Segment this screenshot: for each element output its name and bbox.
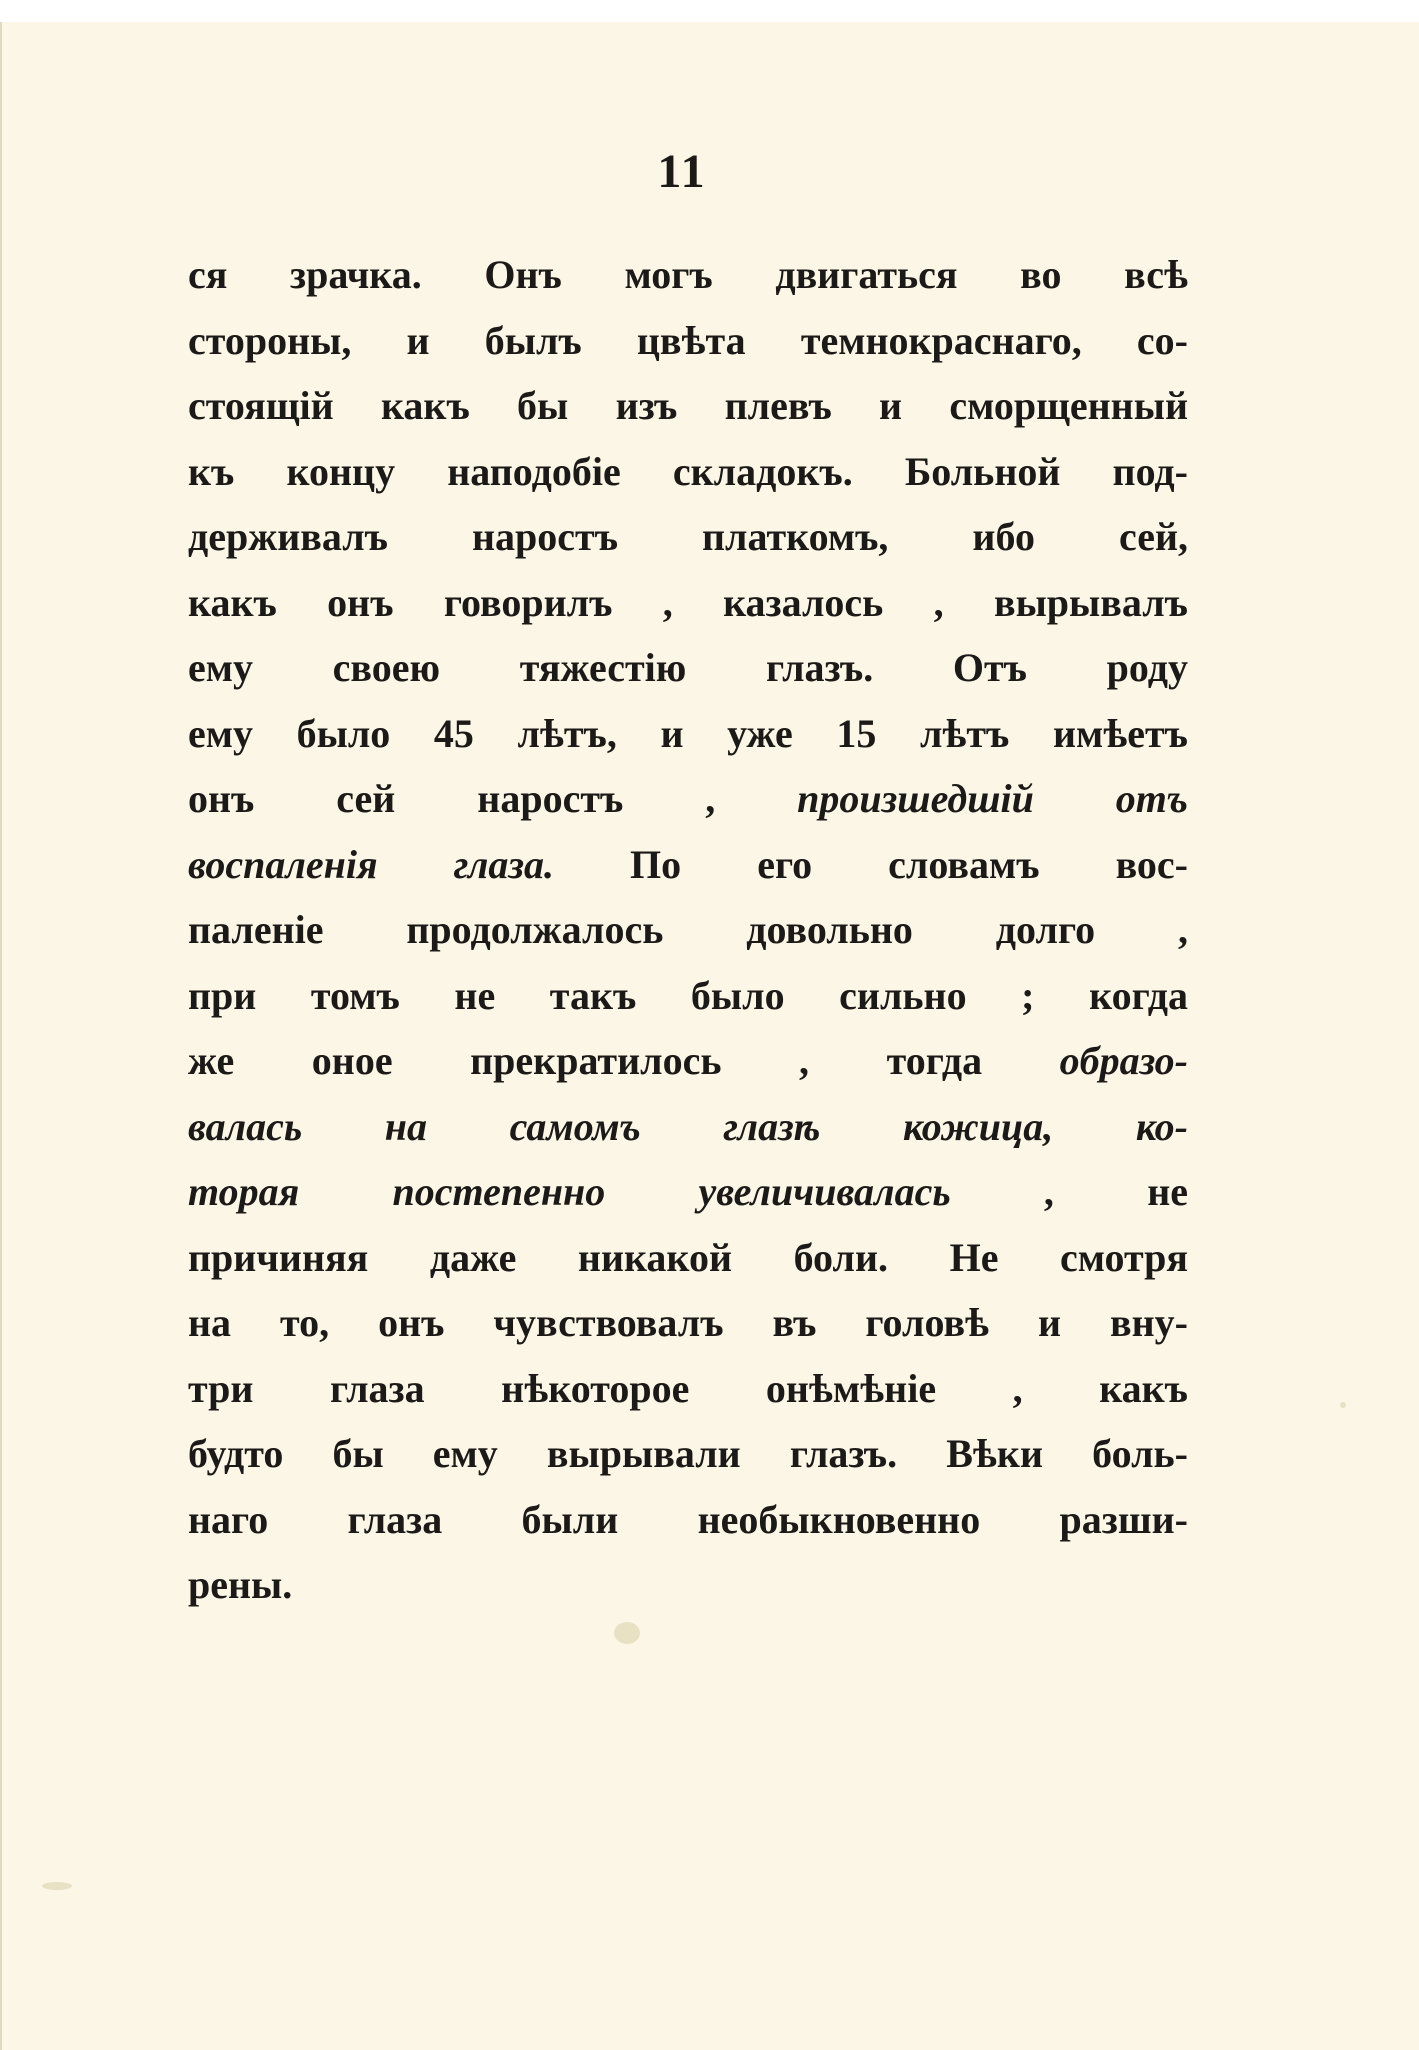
- text-line: [188, 1552, 1188, 1618]
- italic-text-segment: торая постепенно увеличивалась: [188, 1169, 951, 1214]
- text-line: [188, 570, 1188, 636]
- text-line: [188, 635, 1188, 701]
- text-segment: будто бы ему вырывали глазъ. Вѣки боль-: [188, 1431, 1188, 1476]
- text-segment: ему было 45 лѣтъ, и уже 15 лѣтъ имѣетъ: [188, 710, 1188, 756]
- text-line: [188, 1290, 1188, 1356]
- italic-text-segment: образо-: [1059, 1038, 1188, 1083]
- text-line: [188, 1421, 1188, 1487]
- text-line: [188, 1487, 1188, 1553]
- text-line: [188, 1159, 1188, 1225]
- text-line: [188, 701, 1188, 767]
- text-segment: стороны, и былъ цвѣта темнокраснаго, со-: [188, 317, 1188, 363]
- italic-text-segment: валась на самомъ глазѣ кожица, ко-: [188, 1103, 1188, 1149]
- text-segment: при томъ не такъ было сильно ; когда: [188, 972, 1188, 1018]
- text-segment: паленіе продолжалось довольно долго ,: [188, 907, 1188, 952]
- text-segment: какъ онъ говорилъ , казалось , вырывалъ: [188, 579, 1188, 625]
- text-segment: три глаза нѣкоторое онѣмѣніе , какъ: [188, 1365, 1188, 1411]
- page-number: 11: [657, 145, 707, 198]
- text-line: [188, 242, 1188, 308]
- text-segment: же оное прекратилось , тогда: [188, 1038, 1060, 1083]
- text-segment: ся зрачка. Онъ могъ двигаться во всѣ: [188, 252, 1188, 297]
- text-segment: По его словамъ вос-: [553, 841, 1188, 887]
- text-line: [188, 439, 1188, 505]
- text-segment: стоящій какъ бы изъ плевъ и сморщенный: [188, 383, 1188, 428]
- text-segment: наго глаза были необыкновенно разши-: [188, 1496, 1188, 1542]
- text-line: [188, 1356, 1188, 1422]
- text-line: [188, 963, 1188, 1029]
- text-line: [188, 766, 1188, 832]
- text-line: [188, 1094, 1188, 1160]
- text-segment: на то, онъ чувствовалъ въ головѣ и вну-: [188, 1300, 1188, 1345]
- text-line: [188, 1225, 1188, 1291]
- text-segment: причиняя даже никакой боли. Не смотря: [188, 1234, 1188, 1280]
- text-line: [188, 504, 1188, 570]
- italic-text-segment: воспаленія глаза.: [188, 841, 554, 887]
- book-page: [0, 22, 1419, 2050]
- text-line: [188, 308, 1188, 374]
- italic-text-segment: произшедшій отъ: [797, 776, 1188, 821]
- text-segment: держивалъ наростъ платкомъ, ибо сей,: [188, 514, 1188, 559]
- text-line: [188, 1028, 1188, 1094]
- text-segment: , не: [950, 1169, 1188, 1214]
- text-line: [188, 897, 1188, 963]
- text-segment: рены.: [188, 1562, 293, 1607]
- text-segment: ему своею тяжестію глазъ. Отъ роду: [188, 645, 1188, 690]
- text-segment: онъ сей наростъ ,: [188, 776, 798, 821]
- body-text: [188, 242, 1188, 1618]
- text-segment: къ концу наподобіе складокъ. Больной под-: [188, 448, 1188, 494]
- text-line: [188, 832, 1188, 898]
- text-line: [188, 373, 1188, 439]
